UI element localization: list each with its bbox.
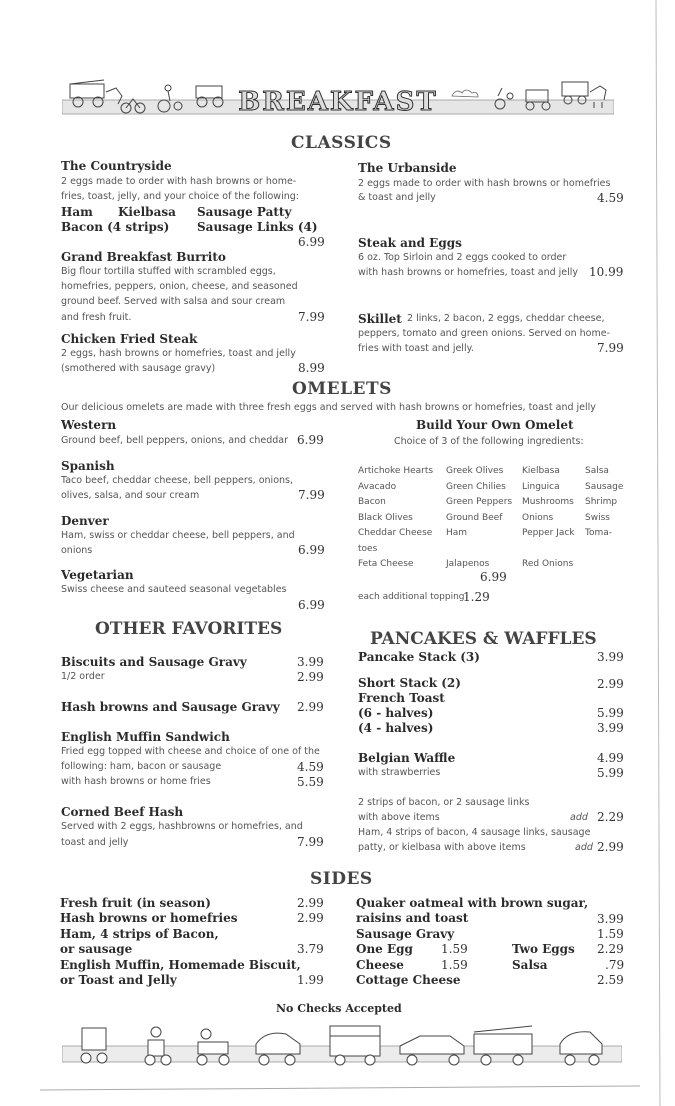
burrito-desc: Big flour tortilla stuffed with scrambled eggs,	[61, 266, 276, 277]
countryside-option: Sausage Links (4)	[197, 220, 318, 234]
western-name: Western	[61, 418, 117, 432]
muffin-desc: Fried egg topped with cheese and choice of one of the	[61, 746, 320, 757]
ingredient-item: Linguica	[522, 481, 560, 492]
build-omelet-sub: Choice of 3 of the following ingredients:	[394, 436, 584, 447]
denver-desc: onions	[61, 545, 93, 556]
spanish-price: 7.99	[298, 488, 325, 502]
ingredient-item: Shrimp	[585, 497, 618, 507]
side-item: Hash browns or homefries	[60, 911, 238, 925]
vintage-vehicles-strip	[62, 1022, 622, 1072]
hash-gravy-name: Hash browns and Sausage Gravy	[61, 700, 280, 714]
spanish-desc: olives, salsa, and sour cream	[61, 490, 200, 501]
spanish-name: Spanish	[61, 459, 115, 473]
ingredient-column	[585, 464, 623, 542]
chicken-price: 8.99	[298, 361, 325, 375]
ingredient-item: Kielbasa	[522, 466, 560, 476]
countryside-price: 6.99	[298, 235, 325, 249]
addon-add-label: add	[570, 812, 588, 823]
skillet-price: 7.99	[597, 341, 624, 355]
ingredient-item: Pepper Jack	[522, 528, 575, 538]
skillet-desc: peppers, tomato and green onions. Served on home-	[358, 328, 611, 339]
vegetarian-name: Vegetarian	[61, 568, 134, 582]
muffin-desc: following: ham, bacon or sausage	[61, 761, 222, 772]
countryside-option: Kielbasa	[118, 205, 176, 219]
side-item: or Toast and Jelly	[60, 973, 177, 987]
burrito-desc: homefries, peppers, onion, cheese, and seasoned	[61, 281, 298, 292]
banner-title: BREAKFAST	[238, 87, 438, 117]
side-price: 2.99	[297, 911, 324, 925]
ingredient-item: Toma-	[585, 528, 613, 538]
addon-desc: Ham, 4 strips of bacon, 4 sausage links, sausage	[358, 827, 591, 838]
ingredient-item: Avacado	[358, 481, 397, 492]
ingredient-item: Salsa	[585, 466, 609, 476]
ingredient-item: Black Olives	[358, 512, 413, 523]
vegetarian-price: 6.99	[298, 598, 325, 612]
ingredient-item: Feta Cheese	[358, 559, 414, 569]
corned-beef-price: 7.99	[297, 835, 324, 849]
skillet-name: Skillet	[358, 312, 402, 326]
countryside-desc: 2 eggs made to order with hash browns or home-	[61, 176, 297, 187]
french-toast-price: 5.99	[597, 706, 624, 720]
breakfast-banner	[62, 74, 614, 118]
denver-desc: Ham, swiss or cheddar cheese, bell peppers, and	[61, 530, 295, 541]
ingredient-item: Artichoke Hearts	[358, 466, 434, 476]
burrito-desc: ground beef. Served with salsa and sour cream	[61, 296, 286, 307]
biscuits-price: 3.99	[297, 655, 324, 669]
side-item: Sausage Gravy	[356, 927, 455, 941]
side-price: 2.29	[597, 942, 624, 956]
french-toast-price: 3.99	[597, 721, 624, 735]
ingredient-column	[446, 464, 512, 573]
ingredient-item: Green Chilies	[446, 481, 506, 492]
side-price: 2.99	[297, 896, 324, 910]
cloud-icon	[452, 90, 478, 97]
side-item: Quaker oatmeal with brown sugar,	[356, 896, 589, 910]
western-price: 6.99	[297, 433, 324, 447]
side-item: Fresh fruit (in season)	[60, 896, 211, 910]
omelets-intro: Our delicious omelets are made with three fresh eggs and served with hash browns or homefries, toast and jelly	[61, 402, 596, 413]
other-favorites-heading: OTHER FAVORITES	[95, 619, 283, 639]
side-item: Cheese	[356, 958, 404, 972]
burrito-price: 7.99	[298, 310, 325, 324]
biscuits-half-label: 1/2 order	[61, 671, 105, 682]
side-item: Cottage Cheese	[356, 973, 461, 987]
side-item: Two Eggs	[512, 942, 575, 956]
steak-desc: 6 oz. Top Sirloin and 2 eggs cooked to order	[358, 252, 567, 263]
muffin-name: English Muffin Sandwich	[61, 730, 230, 744]
hash-gravy-price: 2.99	[297, 700, 324, 714]
ingredient-item: toes	[358, 543, 378, 554]
steak-desc: with hash browns or homefries, toast and jelly	[358, 267, 579, 278]
ingredient-column	[522, 464, 575, 573]
western-desc: Ground beef, bell peppers, onions, and cheddar	[61, 435, 288, 446]
classics-heading: CLASSICS	[291, 133, 392, 153]
side-price: 1.59	[441, 958, 468, 972]
muffin-price: 5.59	[297, 775, 324, 789]
corned-beef-desc: toast and jelly	[61, 837, 129, 848]
french-toast-option: (4 - halves)	[358, 721, 434, 735]
muffin-price: 4.59	[297, 760, 324, 774]
burrito-name: Grand Breakfast Burrito	[61, 250, 226, 264]
extra-topping-price: 1.29	[463, 590, 490, 604]
belgian-waffle-price: 5.99	[597, 766, 624, 780]
denver-price: 6.99	[298, 543, 325, 557]
ingredient-item: Jalapenos	[446, 559, 490, 569]
side-item: or sausage	[60, 942, 133, 956]
countryside-name: The Countryside	[61, 159, 172, 173]
side-price: 1.99	[297, 973, 324, 987]
side-price: 1.59	[597, 927, 624, 941]
side-price: 3.99	[597, 912, 624, 926]
omelets-heading: OMELETS	[292, 379, 392, 399]
addon-price: 2.29	[597, 810, 624, 824]
addon-desc: with above items	[358, 812, 440, 823]
ingredient-item: Sausage	[585, 481, 624, 492]
build-omelet-price: 6.99	[480, 570, 507, 584]
side-item: One Egg	[356, 942, 413, 956]
biscuits-name: Biscuits and Sausage Gravy	[61, 655, 247, 669]
skillet-desc: fries with toast and jelly.	[358, 343, 474, 354]
side-price: 2.59	[597, 973, 624, 987]
urbanside-name: The Urbanside	[358, 161, 457, 175]
ingredient-item: Cheddar Cheese	[358, 528, 433, 538]
side-item: Salsa	[512, 958, 548, 972]
ingredient-item: Green Peppers	[446, 497, 513, 507]
ingredient-item: Ground Beef	[446, 512, 503, 523]
ingredient-item: Onions	[522, 512, 554, 523]
addon-add-label: add	[575, 842, 593, 853]
pancakes-heading: PANCAKES & WAFFLES	[370, 629, 597, 649]
ingredient-item: Ham	[446, 528, 468, 538]
countryside-desc: fries, toast, jelly, and your choice of the following:	[61, 191, 299, 202]
addon-desc: patty, or kielbasa with above items	[358, 842, 526, 853]
chicken-desc: 2 eggs, hash browns or homefries, toast and jelly	[61, 348, 296, 359]
extra-topping-label: each additional topping	[358, 592, 465, 602]
countryside-option: Bacon (4 strips)	[61, 220, 170, 234]
burrito-desc: and fresh fruit.	[61, 312, 132, 323]
addon-price: 2.99	[597, 840, 624, 854]
french-toast-name: French Toast	[358, 691, 445, 705]
chicken-desc: (smothered with sausage gravy)	[61, 363, 216, 374]
footer-note: No Checks Accepted	[276, 1002, 402, 1015]
side-item: Ham, 4 strips of Bacon,	[60, 927, 219, 941]
short-stack-name: Short Stack (2)	[358, 676, 461, 690]
ingredient-item: Bacon	[358, 497, 386, 507]
ingredient-item: Red Onions	[522, 559, 574, 569]
build-omelet-name: Build Your Own Omelet	[416, 418, 574, 432]
urbanside-price: 4.59	[597, 191, 624, 205]
urbanside-desc: 2 eggs made to order with hash browns or homefries	[358, 178, 611, 189]
belgian-waffle-sub: with strawberries	[358, 767, 441, 778]
ingredient-item: Mushrooms	[522, 497, 574, 507]
sides-heading: SIDES	[310, 869, 373, 889]
ingredient-item: Greek Olives	[446, 466, 504, 476]
biscuits-half-price: 2.99	[297, 670, 324, 684]
corned-beef-name: Corned Beef Hash	[61, 805, 184, 819]
side-price: .79	[605, 958, 625, 972]
pancake-stack-price: 3.99	[597, 650, 624, 664]
countryside-option: Ham	[61, 205, 93, 219]
addon-desc: 2 strips of bacon, or 2 sausage links	[358, 797, 530, 808]
urbanside-desc: & toast and jelly	[358, 192, 436, 203]
countryside-option: Sausage Patty	[197, 205, 292, 219]
steak-price: 10.99	[589, 265, 624, 279]
muffin-desc: with hash browns or home fries	[61, 776, 211, 787]
ingredient-column	[358, 464, 433, 573]
side-item: raisins and toast	[356, 911, 469, 925]
skillet-desc: 2 links, 2 bacon, 2 eggs, cheddar cheese,	[407, 313, 605, 324]
side-price: 3.79	[297, 942, 324, 956]
ingredient-item: Swiss	[585, 512, 610, 523]
belgian-waffle-price: 4.99	[597, 751, 624, 765]
denver-name: Denver	[61, 514, 109, 528]
pancake-stack-name: Pancake Stack (3)	[358, 650, 480, 664]
spanish-desc: Taco beef, cheddar cheese, bell peppers, onions,	[61, 475, 293, 486]
short-stack-price: 2.99	[597, 677, 624, 691]
side-item: English Muffin, Homemade Biscuit,	[60, 958, 301, 972]
chicken-name: Chicken Fried Steak	[61, 332, 198, 346]
steak-name: Steak and Eggs	[358, 236, 462, 250]
corned-beef-desc: Served with 2 eggs, hashbrowns or homefries, and	[61, 821, 303, 832]
french-toast-option: (6 - halves)	[358, 706, 434, 720]
vegetarian-desc: Swiss cheese and sauteed seasonal vegetables	[61, 584, 287, 595]
side-price: 1.59	[441, 942, 468, 956]
belgian-waffle-name: Belgian Waffle	[358, 751, 456, 765]
